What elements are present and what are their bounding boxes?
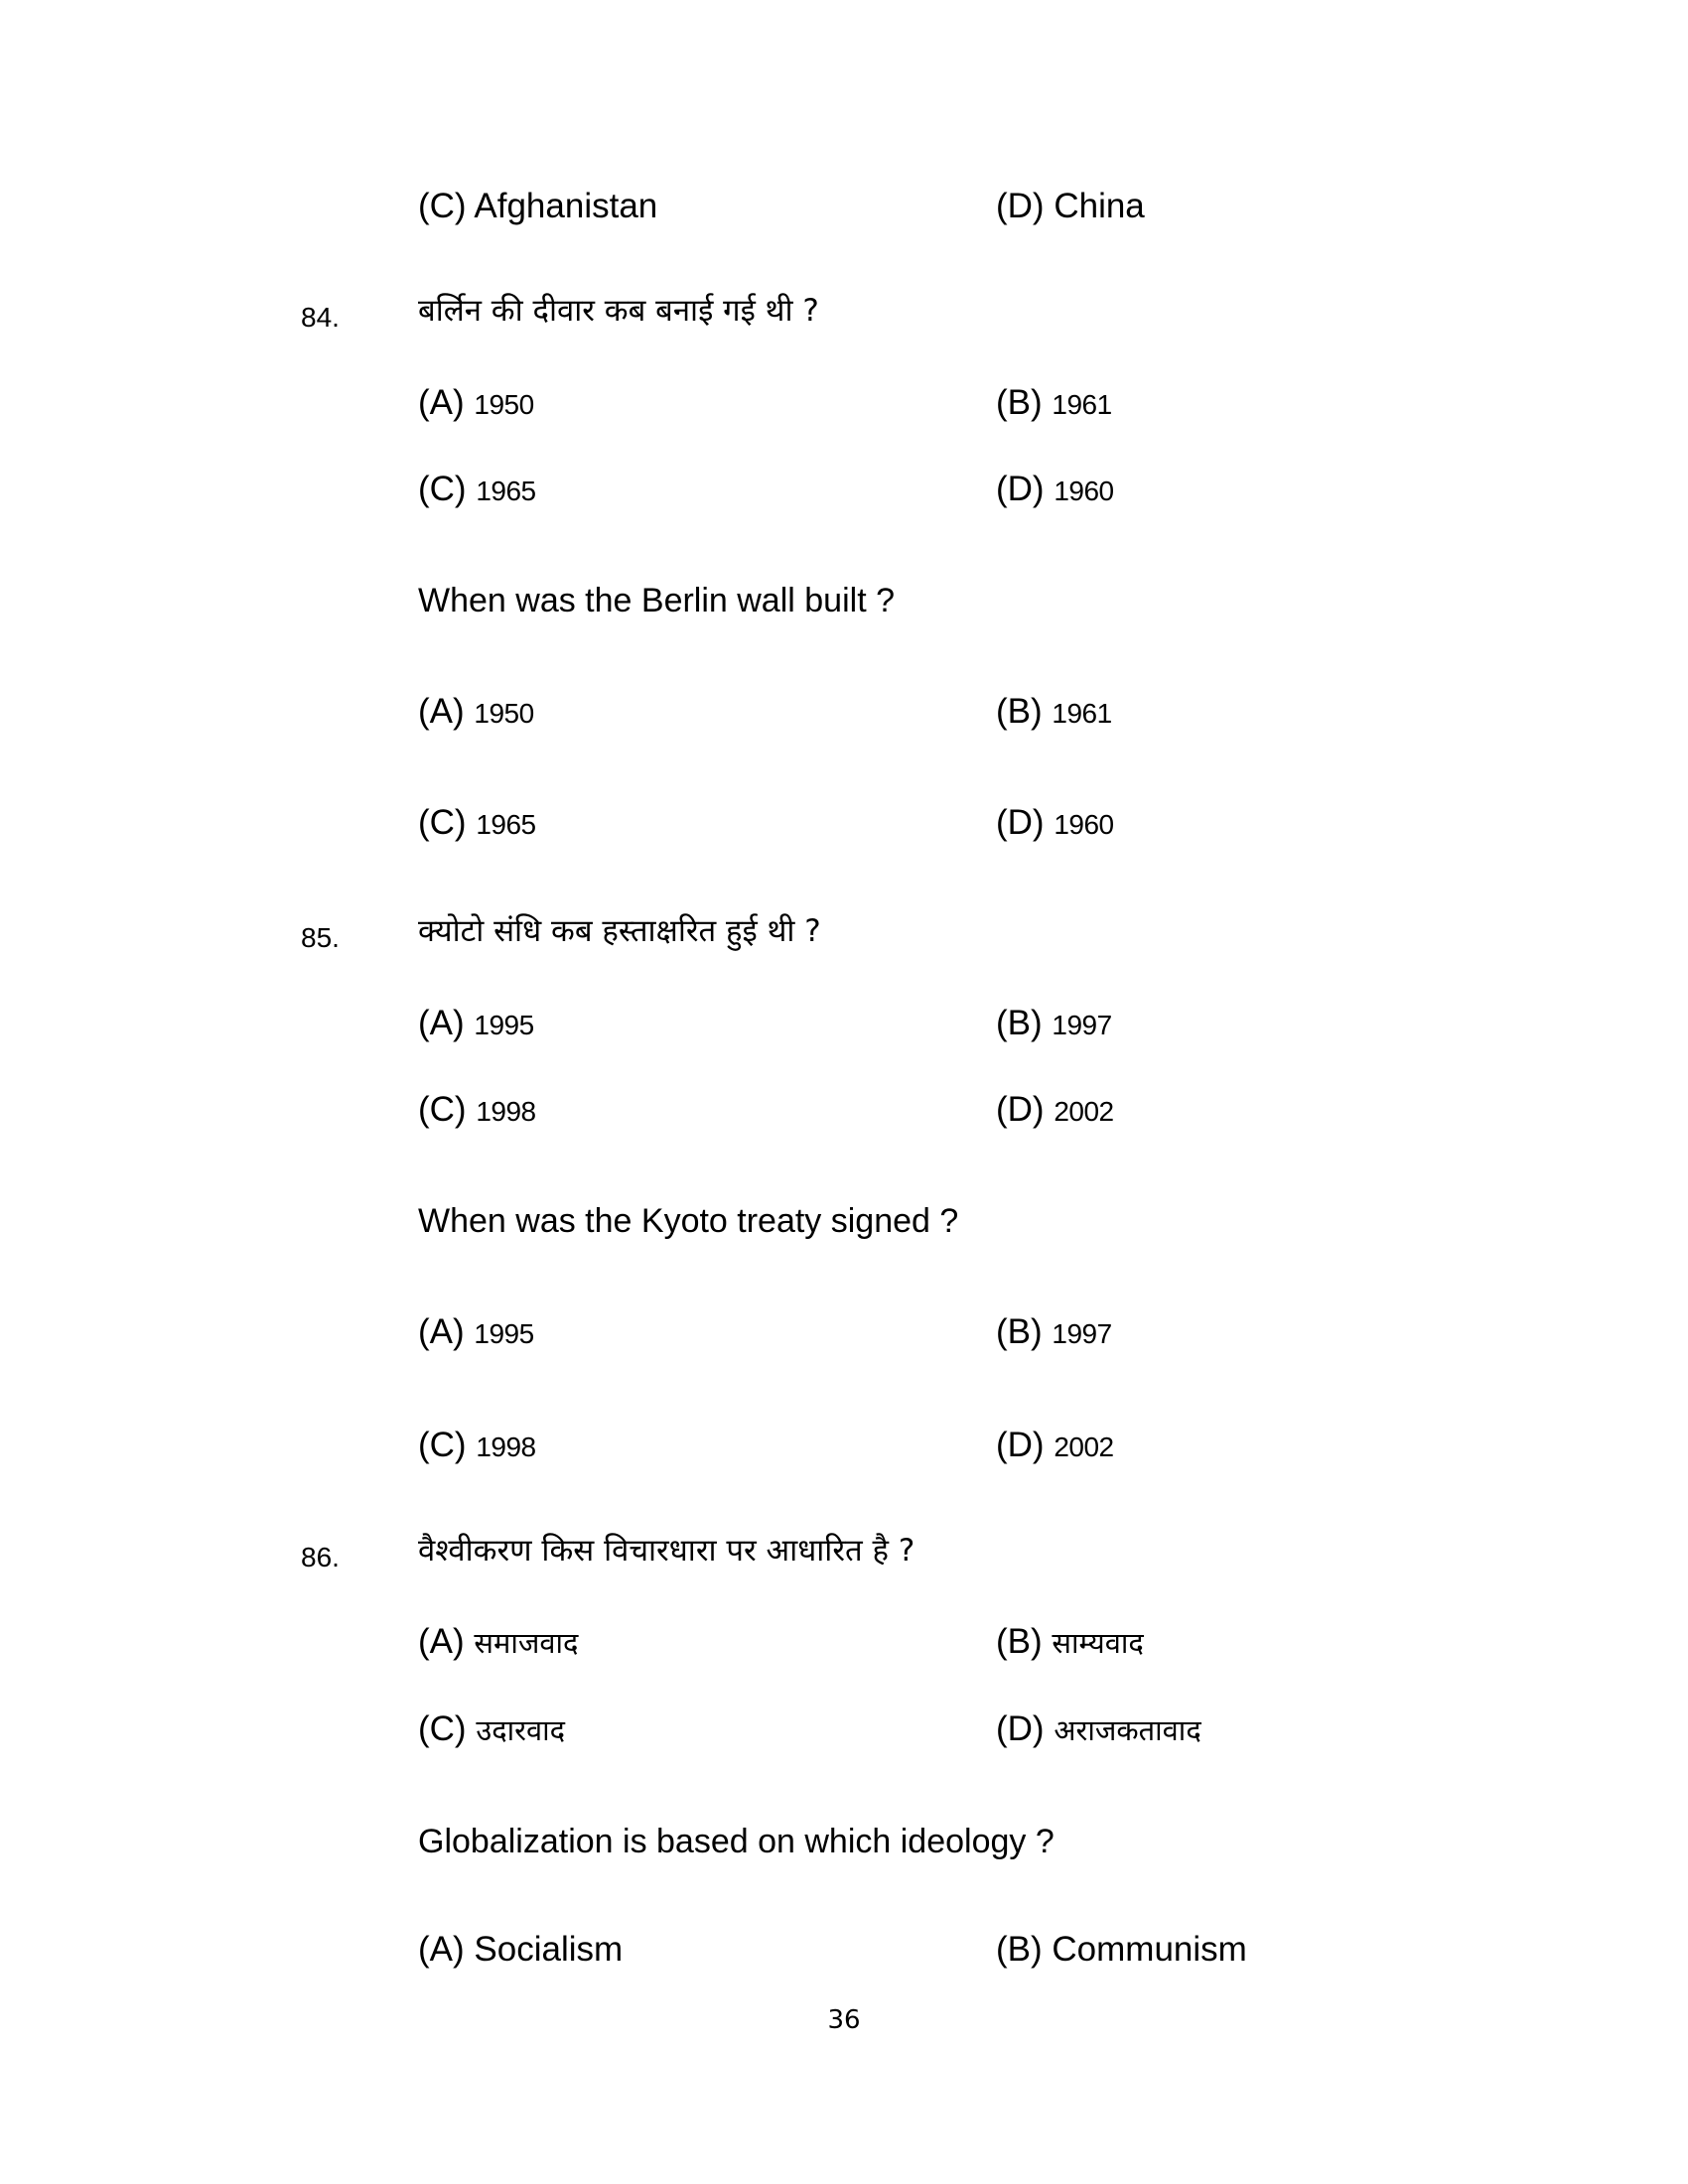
option-label: (D) <box>996 1090 1045 1129</box>
q85-en-option-d <box>996 1428 1114 1462</box>
page-number: 36 <box>827 2005 861 2035</box>
option-value: 1995 <box>474 1318 534 1349</box>
q84-en-option-d <box>996 805 1114 840</box>
question-86-hindi: वैश्वीकरण किस विचारधारा पर आधारित है ? <box>418 1533 915 1569</box>
option-value: 1998 <box>476 1432 536 1462</box>
q86-hi-option-c <box>418 1711 565 1746</box>
option-value: समाजवाद <box>474 1626 579 1660</box>
option-label: (A) <box>418 1622 465 1661</box>
option-label: (B) <box>996 1930 1043 1969</box>
option-value: 1965 <box>476 476 536 506</box>
option-value: 2002 <box>1054 1432 1114 1462</box>
option-label: (B) <box>996 1312 1043 1351</box>
q85-hi-option-a <box>418 1006 534 1040</box>
option-value: 1960 <box>1054 476 1114 506</box>
option-value: अराजकतावाद <box>1054 1713 1201 1747</box>
option-value: 1995 <box>474 1010 534 1040</box>
q84-en-option-a <box>418 694 534 729</box>
option-label: (A) <box>418 1930 465 1969</box>
question-85-english: When was the Kyoto treaty signed ? <box>418 1202 959 1240</box>
option-label: (A) <box>418 1312 465 1351</box>
option-label: (C) <box>418 803 467 842</box>
option-d-carryover <box>996 189 1145 223</box>
option-label: (B) <box>996 1004 1043 1042</box>
option-label: (C) <box>418 470 467 508</box>
question-86-english: Globalization is based on which ideology ? <box>418 1823 1055 1860</box>
q85-hi-option-d <box>996 1092 1114 1127</box>
option-value: Communism <box>1052 1930 1247 1969</box>
q85-en-option-b <box>996 1314 1112 1349</box>
question-number-85: 85. <box>301 922 340 953</box>
question-number-84: 84. <box>301 302 340 333</box>
q85-hi-option-c <box>418 1092 536 1127</box>
option-value: उदारवाद <box>476 1713 566 1747</box>
option-value: 1961 <box>1052 698 1112 729</box>
question-85-hindi: क्योटो संधि कब हस्ताक्षरित हुई थी ? <box>418 913 821 949</box>
option-label: (C) <box>418 1709 467 1748</box>
option-label: (A) <box>418 1004 465 1042</box>
option-value: Afghanistan <box>474 187 658 225</box>
option-label: (D) <box>996 470 1045 508</box>
q84-en-option-c <box>418 805 536 840</box>
option-value: 1965 <box>476 809 536 840</box>
option-label: (C) <box>418 1090 467 1129</box>
option-label: (C) <box>418 187 467 225</box>
q86-hi-option-b <box>996 1624 1144 1659</box>
q85-en-option-a <box>418 1314 534 1349</box>
q84-en-option-b <box>996 694 1112 729</box>
option-value: 1950 <box>474 389 534 420</box>
q86-en-option-b <box>996 1932 1247 1967</box>
q84-hi-option-a <box>418 385 534 420</box>
option-label: (B) <box>996 692 1043 731</box>
option-c-carryover <box>418 189 657 223</box>
option-value: 1961 <box>1052 389 1112 420</box>
q84-hi-option-c <box>418 472 536 506</box>
option-label: (D) <box>996 1426 1045 1464</box>
q86-en-option-a <box>418 1932 623 1967</box>
q86-hi-option-d <box>996 1711 1201 1746</box>
option-value: 1997 <box>1052 1010 1112 1040</box>
option-value: 1960 <box>1054 809 1114 840</box>
option-value: 2002 <box>1054 1096 1114 1127</box>
option-value: China <box>1054 187 1145 225</box>
q84-hi-option-d <box>996 472 1114 506</box>
option-value: 1950 <box>474 698 534 729</box>
option-label: (B) <box>996 1622 1043 1661</box>
option-label: (B) <box>996 383 1043 422</box>
option-value: Socialism <box>474 1930 624 1969</box>
q84-hi-option-b <box>996 385 1112 420</box>
q85-hi-option-b <box>996 1006 1112 1040</box>
question-number-86: 86. <box>301 1542 340 1572</box>
q86-hi-option-a <box>418 1624 578 1659</box>
option-value: 1997 <box>1052 1318 1112 1349</box>
option-value: साम्यवाद <box>1052 1626 1144 1660</box>
q85-en-option-c <box>418 1428 536 1462</box>
question-84-english: When was the Berlin wall built ? <box>418 582 896 619</box>
option-label: (A) <box>418 383 465 422</box>
option-label: (C) <box>418 1426 467 1464</box>
option-value: 1998 <box>476 1096 536 1127</box>
option-label: (D) <box>996 803 1045 842</box>
option-label: (D) <box>996 1709 1045 1748</box>
question-84-hindi: बर्लिन की दीवार कब बनाई गई थी ? <box>418 293 819 329</box>
option-label: (A) <box>418 692 465 731</box>
option-label: (D) <box>996 187 1045 225</box>
